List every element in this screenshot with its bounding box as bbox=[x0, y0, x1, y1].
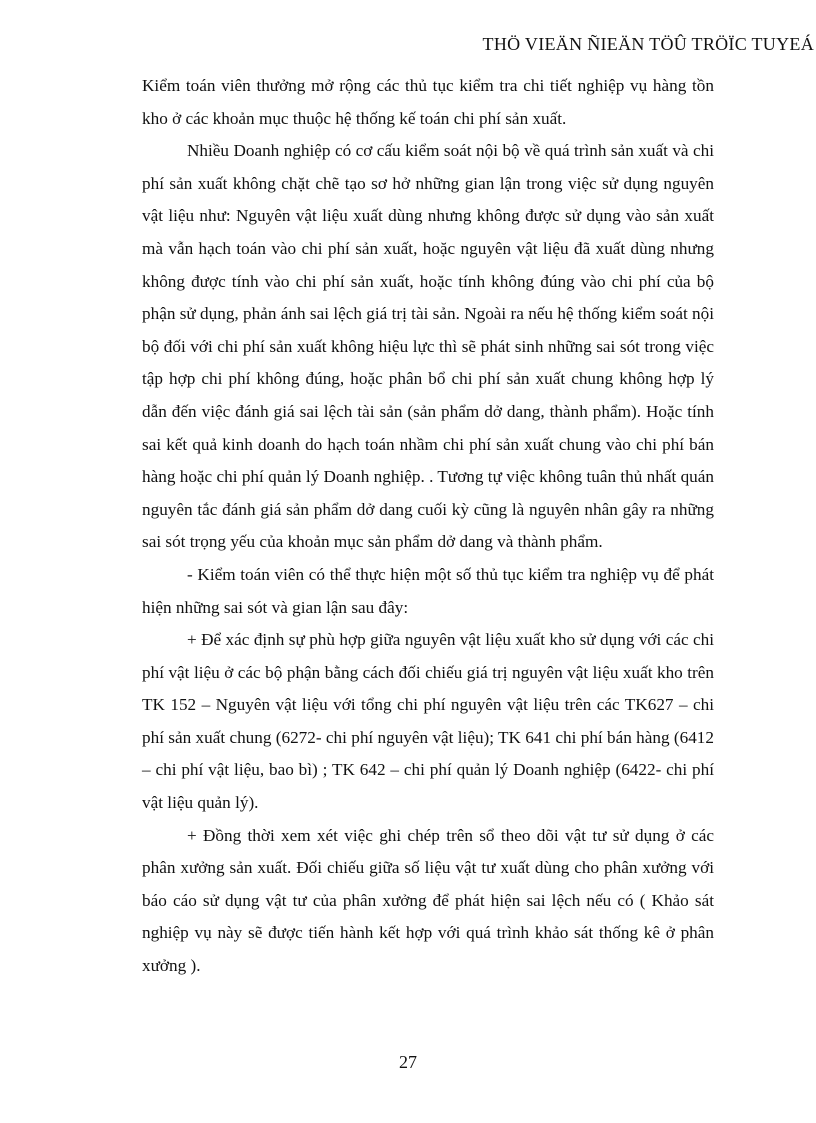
document-body bbox=[142, 70, 714, 983]
paragraph-1: Kiểm toán viên thưởng mở rộng các thủ tục kiểm tra chi tiết nghiệp vụ hàng tồn kho ở các khoản mục thuộc hệ thống kế toán chi phí sản xuất. bbox=[142, 76, 714, 128]
paragraph-3: - Kiểm toán viên có thể thực hiện một số thủ tục kiểm tra nghiệp vụ để phát hiện những sai sót và gian lận sau đây: bbox=[142, 564, 714, 617]
page-number: 27 bbox=[399, 1052, 417, 1072]
paragraph-5: + Đồng thời xem xét việc ghi chép trên sổ theo dõi vật tư sử dụng ở các phân xưởng sản xuất. Đối chiếu giữa số liệu vật tư xuất dùng cho phân xưởng với báo cáo sử dụng vật tư của phân xưởng để phát hiện sai lệch nếu có ( Khảo sát nghiệp vụ này sẽ được tiến hành kết hợp với quá trình khảo sát thống kê ở phân xưởng ). bbox=[142, 825, 714, 976]
paragraph-2: Nhiều Doanh nghiệp có cơ cấu kiểm soát nội bộ về quá trình sản xuất và chi phí sản xuất không chặt chẽ tạo sơ hở những gian lận trong việc sử dụng nguyên vật liệu như: Nguyên vật liệu xuất dùng nhưng không được sử dụng vào sản xuất mà vẫn hạch toán vào chi phí sản xuất, hoặc nguyên vật liệu đã xuất dùng nhưng không được tính vào chi phí sản xuất, hoặc tính không đúng vào chi phí của bộ phận sử dụng, phản ánh sai lệch giá trị tài sản. Ngoài ra nếu hệ thống kiểm soát nội bộ đối với chi phí sản xuất không hiệu lực thì sẽ phát sinh những sai sót trong việc tập hợp chi phí không đúng, hoặc phân bổ chi phí sản xuất chung không hợp lý dẫn đến việc đánh giá sai lệch tài sản (sản phẩm dở dang, thành phẩm). Hoặc tính sai kết quả kinh doanh do hạch toán nhầm chi phí sản xuất chung vào chi phí bán hàng hoặc chi phí quản lý Doanh nghiệp. . Tương tự việc không tuân thủ nhất quán nguyên tắc đánh giá sản phẩm dở dang cuối kỳ cũng là nguyên nhân gây ra những sai sót trọng yếu của khoản mục sản phẩm dở dang và thành phẩm. bbox=[142, 141, 714, 552]
paragraph-4: + Để xác định sự phù hợp giữa nguyên vật liệu xuất kho sử dụng với các chi phí vật liệu ở các bộ phận bằng cách đối chiếu giá trị nguyên vật liệu xuất kho trên TK 152 – Nguyên vật liệu với tổng chi phí nguyên vật liệu trên các TK627 – chi phí sản xuất chung (6272- chi phí nguyên vật liệu); TK 641 chi phí bán hàng (6412 – chi phí vật liệu, bao bì) ; TK 642 – chi phí quản lý Doanh nghiệp (6422- chi phí vật liệu quản lý). bbox=[142, 630, 714, 813]
page-header: THÖ VIEÄN ÑIEÄN TÖÛ TRÖÏC TUYEÁ bbox=[482, 34, 814, 54]
